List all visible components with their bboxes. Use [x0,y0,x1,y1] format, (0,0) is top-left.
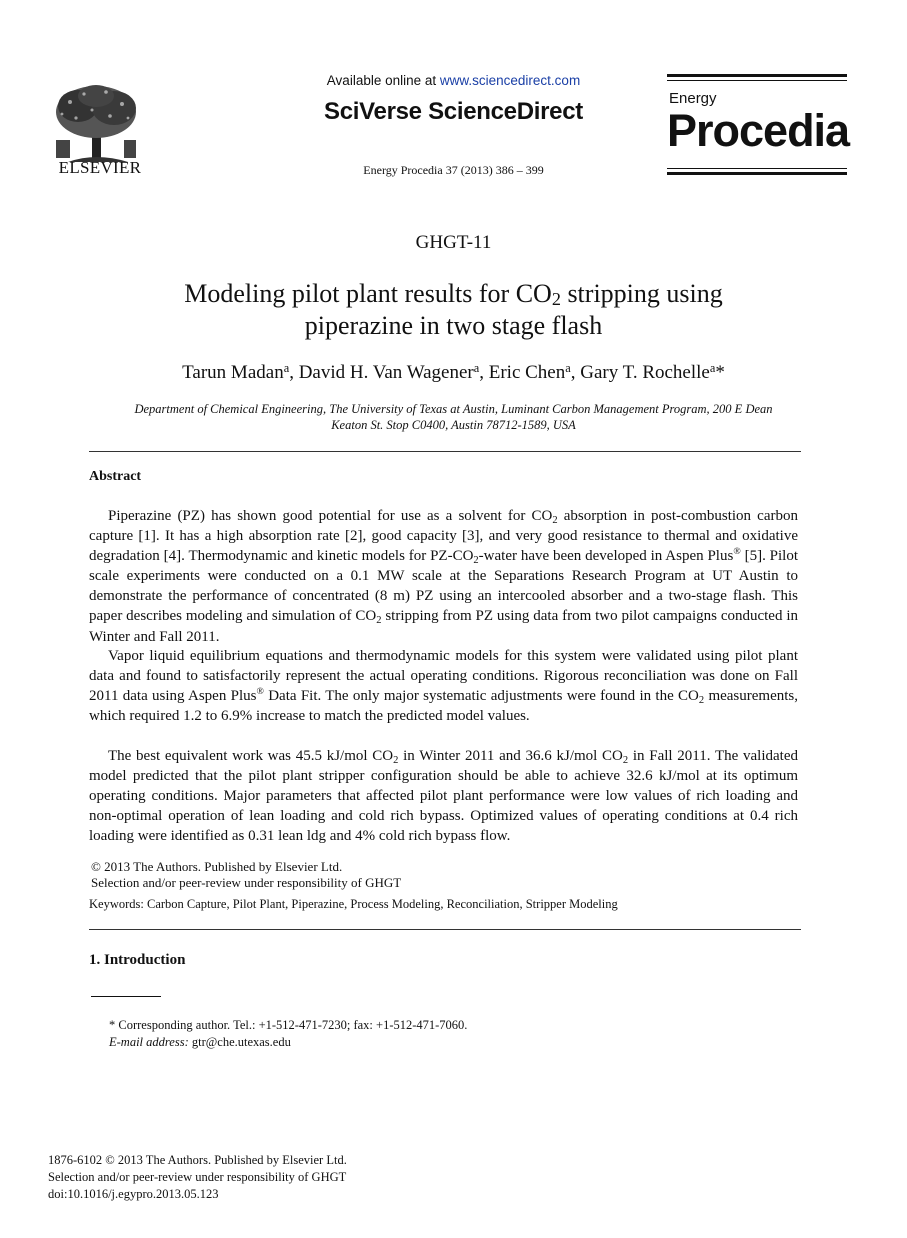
conference-name: GHGT-11 [415,232,492,253]
issn-line: 1876-6102 © 2013 The Authors. Published by Elsevier Ltd. [48,1153,347,1167]
subscript: 2 [698,695,705,707]
divider-top [89,451,801,452]
sciverse-sciencedirect-logo: SciVerse ScienceDirect [324,98,583,125]
affiliation-line2: Keaton St. Stop C0400, Austin 78712-1589, USA [331,418,576,432]
registered-mark: ® [733,546,741,558]
subscript: 2 [393,755,399,766]
author-name: Eric Chen [488,362,566,383]
abstract-paragraph-2 [89,646,798,726]
author-separator: , [289,362,299,383]
text-run: Data Fit. The only major systematic adjustments were found in the CO [263,688,699,705]
text-run: [5]. Pilot scale experiments were conducted on a 0.1 MW scale at the Separations Research Program at UT Austin to demonstrate the performance of concentrated (8 m) PZ using an intercooled absorber and a two-stage flash. This paper describes modeling and simulation of CO [89,548,798,625]
text-run: measurements, which required 1.2 to 6.9% increase to match the predicted model values. [89,688,798,725]
section-heading-introduction: 1. Introduction [89,952,186,968]
subscript: 2 [376,615,382,627]
affiliation [90,401,817,433]
text-run: absorption in post-combustion carbon capture [1]. It has a high absorption rate [2], good capacity [3], and very good resistance to thermal and oxidative degradation [4]. Thermodynamic and kinetic models for PZ-CO [89,508,798,565]
title-subscript: 2 [551,289,561,309]
journal-name-small: Energy [669,90,717,107]
author-name: David H. Van Wagener [298,362,474,383]
author-affiliation-mark: a [709,361,716,375]
text-run: in Fall 2011. The validated model predicted that the pilot plant stripper configuration should be able to achieve 32.6 kJ/mol at its optimum operating conditions. Major parameters that affected pilot plant performance were low values of rich loading and non-optimal operation of lean loading and cold rich bypass. Optimized values of operating conditions at 0.4 rich loading were identified as 0.31 lean ldg and 4% cold rich bypass flow. [89,748,798,845]
text-run: stripping from PZ using data from two pilot campaigns conducted in Winter and Fall 2011. [89,608,798,645]
corresponding-author-footnote: * Corresponding author. Tel.: +1-512-471-7230; fax: +1-512-471-7060. [109,1018,468,1032]
energy-procedia-logo [667,74,850,176]
elsevier-wordmark: ELSEVIER [58,158,142,177]
email-address[interactable]: gtr@che.utexas.edu [188,1035,291,1049]
divider-bottom [89,929,801,930]
author-affiliation-mark: a [473,361,480,375]
email-footnote [109,1035,291,1050]
email-label: E-mail address: [109,1035,189,1049]
journal-citation: Energy Procedia 37 (2013) 386 – 399 [363,163,544,177]
text-run: Vapor liquid equilibrium equations and thermodynamic models for this system were validated using pilot plant data and found to satisfactorily represent the actual operating conditions. Rigorous reconciliation was done on Fall 2011 data using Aspen Plus [89,648,798,705]
doi-line[interactable]: doi:10.1016/j.egypro.2013.05.123 [48,1187,219,1201]
affiliation-line1: Department of Chemical Engineering, The University of Texas at Austin, Luminant Carbon Management Program, 200 E Dean [134,402,773,416]
peer-review-line: Selection and/or peer-review under responsibility of GHGT [91,875,402,890]
available-prefix: Available online at [326,73,440,88]
author-separator: , [479,362,489,383]
paper-title [0,278,907,342]
text-run: -water have been developed in Aspen Plus [478,548,734,565]
title-line2: piperazine in two stage flash [304,311,603,340]
abstract-paragraph-1 [89,506,798,647]
author-list [0,362,907,384]
subscript: 2 [622,755,629,766]
footer-peer-review: Selection and/or peer-review under responsibility of GHGT [48,1170,347,1184]
subscript: 2 [473,555,479,567]
text-run: in Winter 2011 and 36.6 kJ/mol CO [398,748,623,764]
text-run: The best equivalent work was 45.5 kJ/mol CO [108,748,394,764]
author-name: Tarun Madan [182,362,284,383]
author-affiliation-mark: a [565,361,571,375]
author-name: Gary T. Rochelle [580,362,710,383]
author-affiliation-mark: a [283,361,290,375]
footnote-rule [91,996,161,997]
copyright-line: © 2013 The Authors. Published by Elsevier Ltd. [91,859,343,874]
abstract-paragraph-3 [89,746,798,846]
title-line1-part1: Modeling pilot plant results for CO [184,279,552,308]
corresponding-author-mark: * [715,362,725,383]
keywords: Keywords: Carbon Capture, Pilot Plant, Piperazine, Process Modeling, Reconciliation, Stripper Modeling [89,897,618,911]
journal-name-big: Procedia [667,105,850,156]
subscript: 2 [552,515,558,526]
title-line1-part2: stripping using [560,279,723,308]
abstract-heading: Abstract [89,469,142,484]
author-separator: , [570,362,581,383]
registered-mark: ® [256,686,264,698]
sciencedirect-link[interactable]: www.sciencedirect.com [439,73,581,88]
text-run: Piperazine (PZ) has shown good potential for use as a solvent for CO [108,508,553,524]
